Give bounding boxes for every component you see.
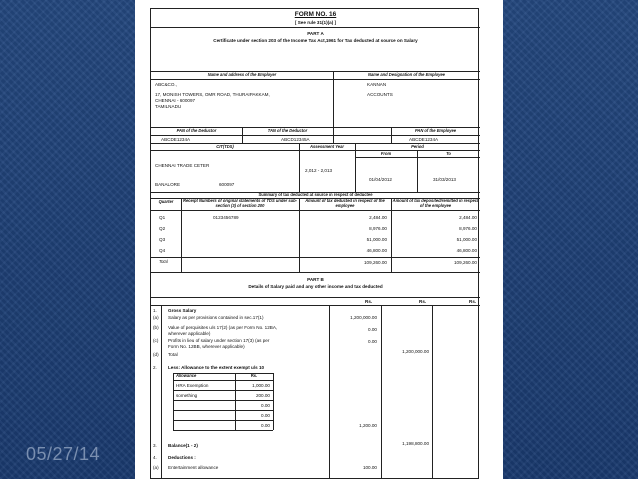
quarter-label: Q1 (159, 215, 166, 220)
summary-col-deposited: Amount of tax deposited/remitted in respect of the employee (392, 198, 479, 208)
summary-col-deducted: Amount of tax deducted in respect of the employee (305, 198, 385, 208)
salary-17-1-label: Salary as per provisions contained in sec.17(1) (168, 315, 264, 320)
perquisites-value: 0.00 (368, 327, 377, 332)
summary-col-receipt: Receipt Numbers of original statements of TDS under sub-section (3) of section 200 (183, 198, 297, 208)
balance-value: 1,198,800.00 (402, 441, 429, 446)
document-page (135, 0, 503, 479)
total-salary-label: Total (168, 352, 178, 357)
sub-item-letter: (a) (153, 465, 159, 470)
sub-item-letter: (d) (153, 352, 159, 357)
cit-pin: 600097 (219, 182, 235, 187)
employer-header: Name and address of the Employer (207, 72, 277, 77)
perquisites-label: Value of perquisites u/s 17(2) (as per Form No. 12BA, (168, 325, 278, 330)
allowance-total: 1,200.00 (359, 423, 377, 428)
quarter-deducted: 51,000.00 (366, 237, 387, 242)
allowance-amount: 200.00 (255, 393, 270, 398)
perquisites-label-2: wherever applicable) (168, 331, 211, 336)
form-16 (150, 8, 479, 479)
to-header: To (446, 151, 451, 156)
employee-name: KANNAN (367, 82, 387, 87)
employer-name: ABC&CO., (155, 82, 177, 87)
deductions-title: Deductions : (168, 455, 196, 460)
allowance-header: Allowance (176, 373, 197, 378)
item-number: 4. (153, 455, 157, 460)
profits-label-2: Form No. 12BB, wherever applicable) (168, 344, 245, 349)
cit-name: CHENNAI TRADE CETER (155, 163, 210, 168)
quarter-deposited: 8,976.00 (459, 226, 477, 231)
gross-salary-title: Gross Salary (168, 308, 197, 313)
cit-city: BANALORE (155, 182, 181, 187)
quarter-deducted: 2,484.00 (369, 215, 387, 220)
employer-address: 17, MONISH TOWERS, OMR ROAD, THURAIPAKKAM, (155, 92, 270, 97)
total-deposited: 109,260.00 (454, 260, 477, 265)
sub-item-letter: (a) (153, 315, 159, 320)
entertainment-label: Entertainment allowance (168, 465, 219, 470)
tan-deductor: ABCD12345A (281, 137, 310, 142)
item-number: 1. (153, 308, 157, 313)
profits-label: Profits in lieu of salary under section 17(3) (as per (168, 338, 270, 343)
allowance-name: HRA Exemption (176, 383, 209, 388)
quarter-deposited: 51,000.00 (456, 237, 477, 242)
item-number: 3. (153, 443, 157, 448)
tan-deductor-header: TAN of the Deductor (267, 128, 308, 133)
employer-state: TAMILNADU (155, 104, 182, 109)
entertainment-value: 100.00 (362, 465, 377, 470)
pan-deductor: ABCDE1234A (161, 137, 191, 142)
allowance-rs-header: Rs. (250, 373, 258, 378)
total-label: Total (159, 259, 168, 264)
quarter-deducted: 8,976.00 (369, 226, 387, 231)
pan-employee: ABCDE1234A (409, 137, 439, 142)
cit-header: CIT(TDS) (216, 144, 234, 149)
total-salary-value: 1,200,000.00 (402, 349, 429, 354)
rs-header: Rs. (419, 299, 427, 304)
allowance-amount: 1,000.00 (252, 383, 270, 388)
quarter-label: Q3 (159, 237, 166, 242)
summary-col-quarter: Quarter (158, 199, 174, 204)
quarter-receipt: 0123456789 (213, 215, 239, 220)
quarter-deducted: 46,800.00 (366, 248, 387, 253)
period-to: 31/03/2013 (433, 177, 456, 182)
quarter-deposited: 46,800.00 (456, 248, 477, 253)
balance-title: Balance(1 - 2) (168, 443, 198, 448)
sub-item-letter: (b) (153, 325, 159, 330)
allowance-name: something (176, 393, 198, 398)
period-from: 01/04/2012 (369, 177, 392, 182)
quarter-label: Q2 (159, 226, 166, 231)
part-b-label: PART B (307, 277, 324, 282)
form-rule: [ See rule 31(1)(a) ] (294, 20, 337, 25)
summary-title: Summary of tax deducted at source in respect of deductee (258, 192, 373, 197)
profits-value: 0.00 (368, 339, 377, 344)
total-deducted: 109,260.00 (364, 260, 387, 265)
slide-date: 05/27/14 (26, 444, 101, 464)
employer-city: CHENNAI - 600097 (155, 98, 196, 103)
part-a-label: PART A (307, 31, 324, 36)
pan-employee-header: PAN of the Employee (414, 128, 457, 133)
certificate-text: Certificate under section 203 of the Income Tax Act,1961 for Tax deducted at source on Salary (213, 38, 418, 43)
part-b-subtitle: Details of Salary paid and any other income and tax deducted (248, 284, 383, 289)
rs-header: Rs. (469, 299, 477, 304)
assessment-year: 2,012 - 2,013 (305, 168, 333, 173)
pan-deductor-header: PAN of the Deductor (176, 128, 217, 133)
period-header: Period (411, 144, 424, 149)
sub-item-letter: (c) (153, 338, 159, 343)
allowance-amount: 0.00 (261, 423, 270, 428)
from-header: From (380, 151, 392, 156)
item-number: 2. (153, 365, 157, 370)
rs-header: Rs. (365, 299, 373, 304)
salary-17-1-value: 1,200,000.00 (350, 315, 377, 320)
quarter-deposited: 2,484.00 (459, 215, 477, 220)
allowance-amount: 0.00 (261, 403, 270, 408)
ay-header: Assessment Year (310, 144, 344, 149)
allowance-exempt-title: Less: Allowance to the extent exempt u/s 10 (168, 365, 265, 370)
employee-header: Name and Designation of the Employee (368, 72, 445, 77)
employee-designation: ACCOUNTS (367, 92, 393, 97)
quarter-label: Q4 (159, 248, 166, 253)
allowance-amount: 0.00 (261, 413, 270, 418)
form-title: FORM NO. 16 (294, 11, 337, 18)
